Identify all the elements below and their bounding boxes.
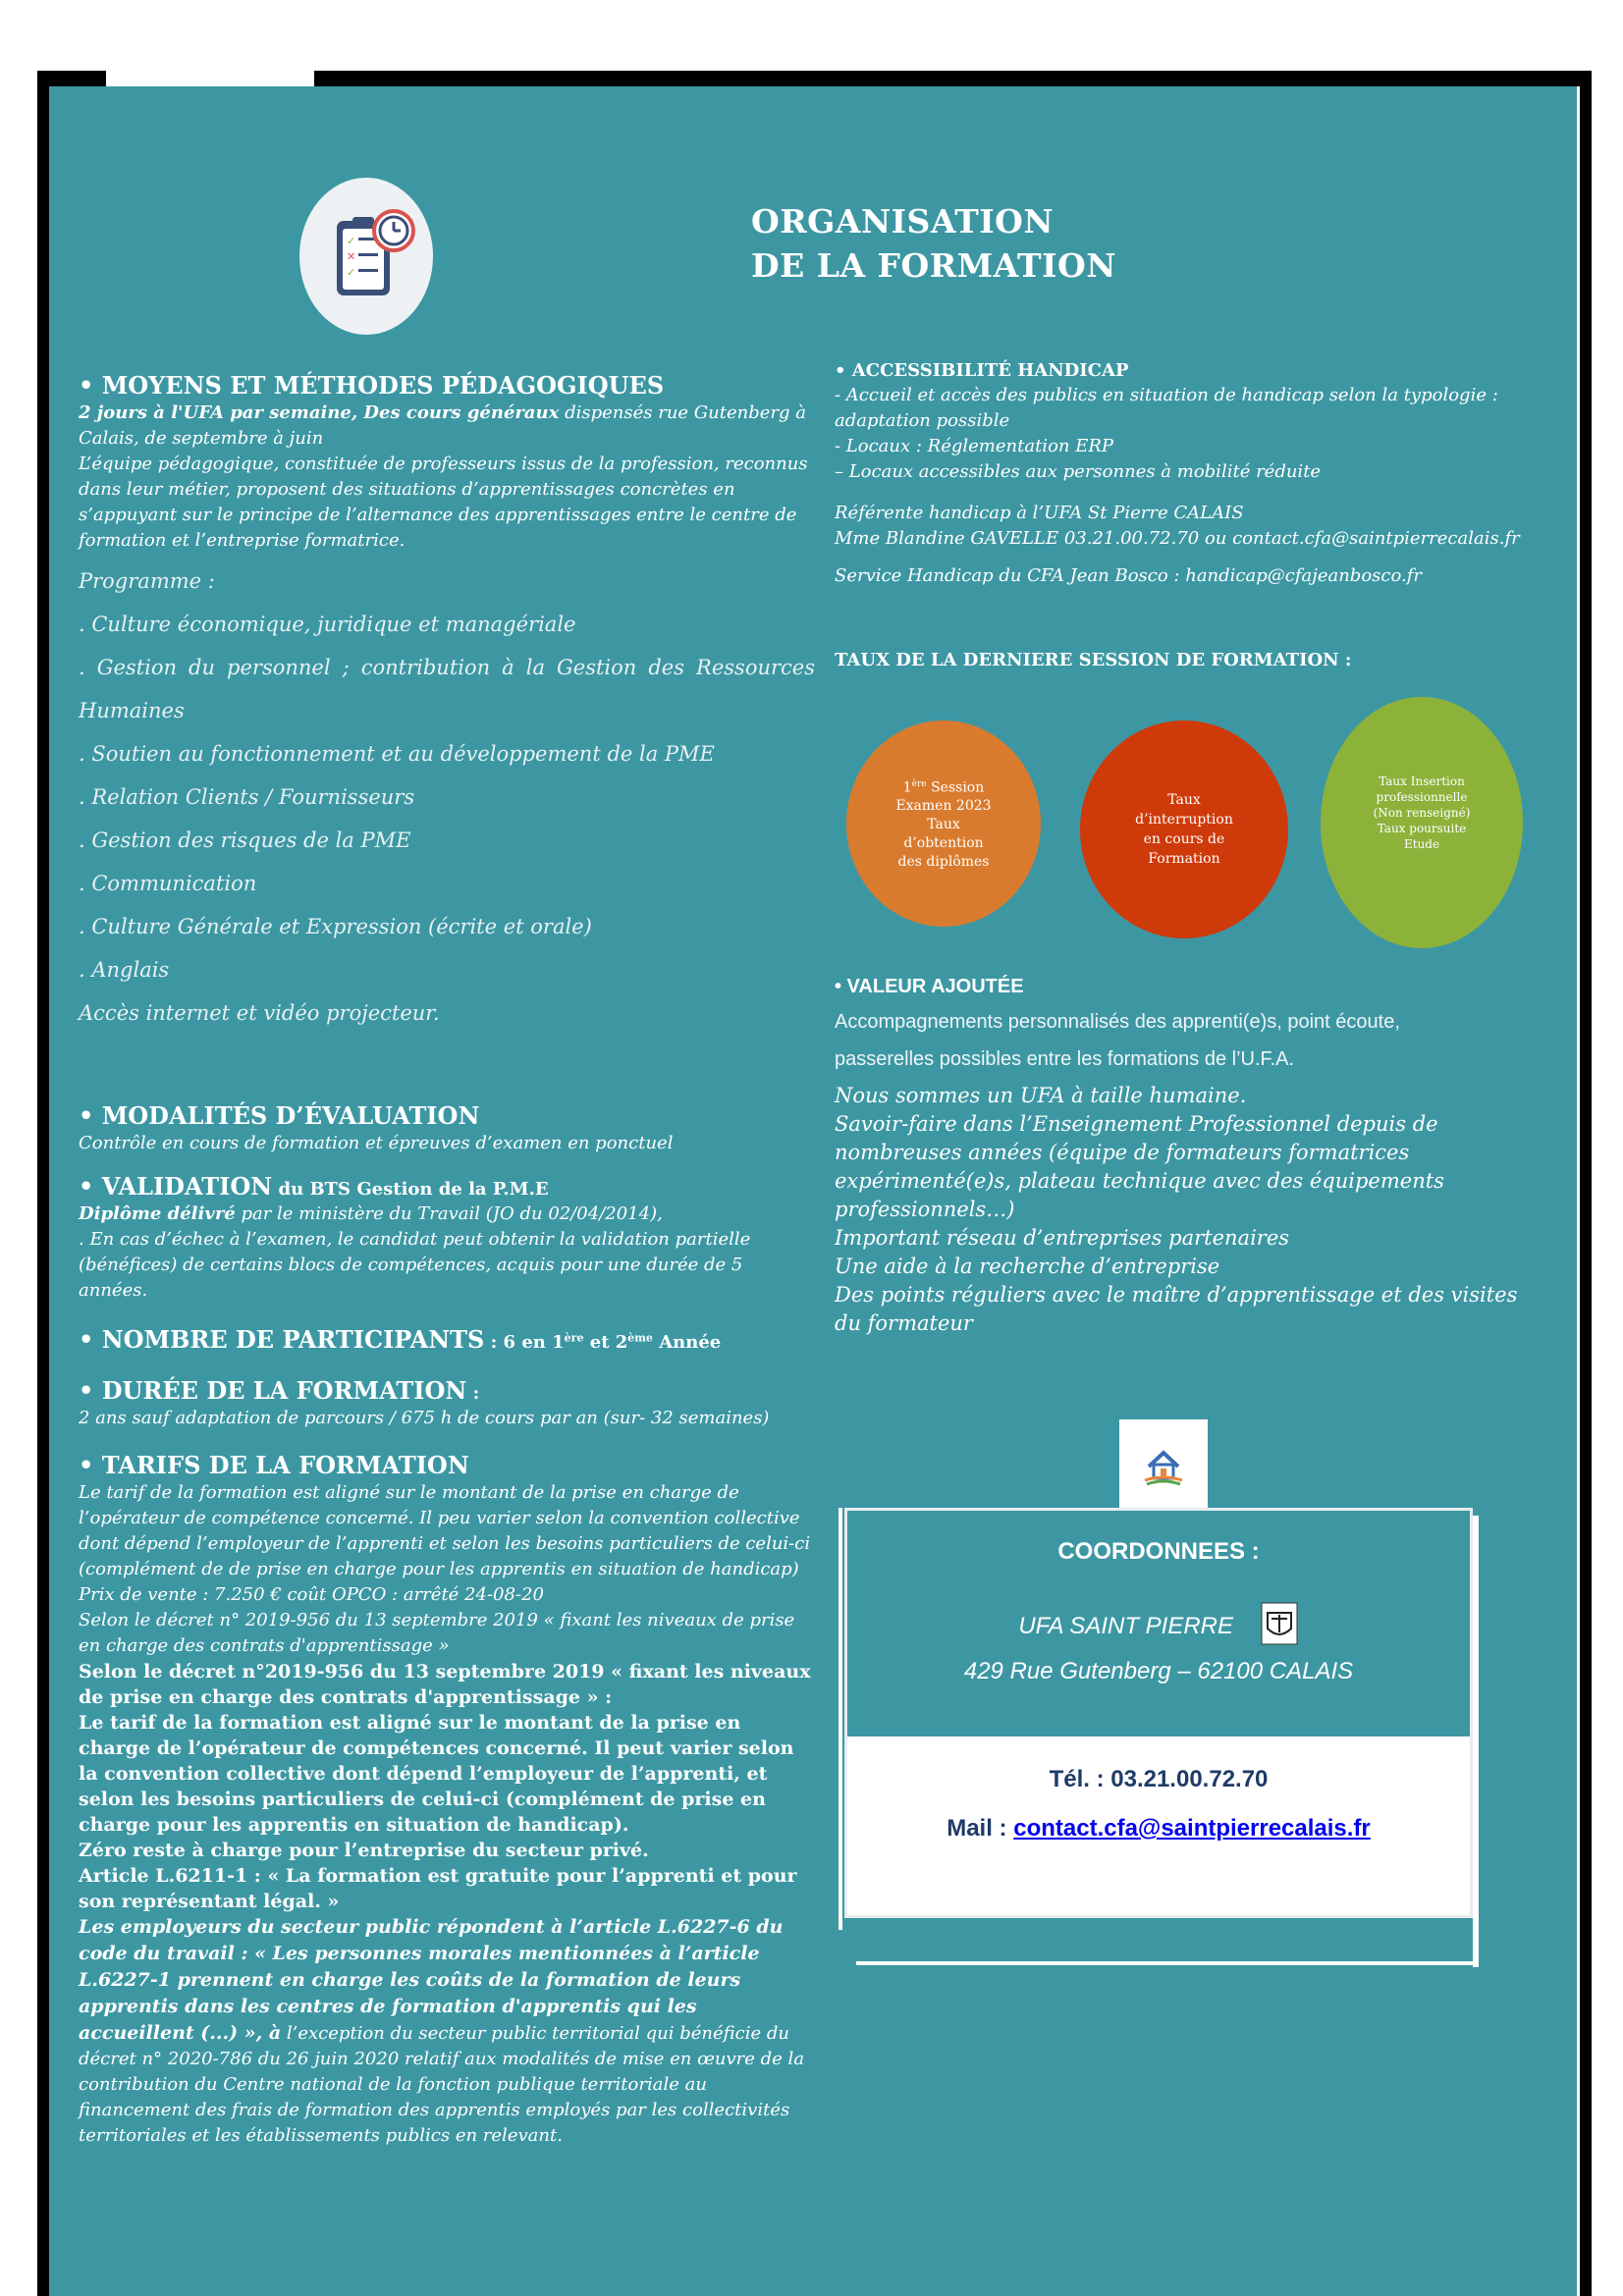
tarifs-p8 — [79, 1914, 815, 2149]
programme-item: . Culture Générale et Expression (écrite et orale) — [79, 915, 592, 938]
circle3-line3: (Non renseigné) — [1373, 806, 1471, 820]
frame-left-border — [37, 71, 49, 2296]
circle3-line5: Etude — [1403, 837, 1440, 851]
moyens-intro-bold: 2 jours à l'UFA par semaine, Des cours généraux — [79, 402, 560, 423]
duree-heading-text: • DURÉE DE LA FORMATION — [79, 1376, 467, 1405]
valeur-item: Nous sommes un UFA à taille humaine. — [835, 1084, 1247, 1107]
circle1-session: Session — [926, 779, 985, 796]
handicap-service-mail[interactable]: handicap@cfajeanbosco.fr — [1185, 565, 1422, 586]
tarifs-price: Prix de vente : 7.250 € coût OPCO : arrêté 24-08-20 — [79, 1584, 544, 1605]
moyens-heading: • MOYENS ET MÉTHODES PÉDAGOGIQUES — [79, 371, 665, 400]
circle3-line2: professionnelle — [1376, 790, 1468, 804]
programme-item: . Culture économique, juridique et managériale — [79, 613, 576, 636]
moyens-intro-rest: dispensés rue Gutenberg à Calais, de septembre à juin — [79, 402, 806, 449]
tarifs-p1: Le tarif de la formation est aligné sur le montant de la prise en charge de l’opérateur de compétence concerné. Il peu varier selon la convention collective dont dépend l’employeur de l’apprenti et selon les besoins particuliers de celui-ci (complément de de prise en charge pour les apprentis en situation de handicap) — [79, 1482, 811, 1579]
circle1-pre: 1 — [902, 779, 912, 796]
page-title-line1: ORGANISATION — [751, 202, 1055, 240]
card-edge-right — [1473, 1516, 1479, 1967]
tarifs-p8-rest: l’exception du secteur public territorial qui bénéficie du décret n° 2020-786 du 26 juin 2020 relatif aux modalités de mise en œuvre de la contribution du Centre national de la fonction publique territoriale au financement des frais de formation des apprentis employés par les collectivités territoriales et les établissements publics en relevant. — [79, 2023, 805, 2146]
coordonnees-address: 429 Rue Gutenberg – 62100 CALAIS — [963, 1658, 1354, 1684]
tarifs-p6: Zéro reste à charge pour l’entreprise du secteur privé. — [79, 1840, 649, 1861]
valeur-item: Savoir-faire dans l’Enseignement Professionnel depuis de nombreuses années (équipe de formateurs formatrices expérimenté(e)s, plateau technique avec des équipements professionnels…) — [835, 1112, 1444, 1221]
circle-interruption — [1080, 721, 1288, 938]
page-title-line2: DE LA FORMATION — [751, 246, 1116, 285]
circle1-line5: des diplômes — [897, 854, 990, 871]
moyens-intro — [79, 400, 815, 452]
programme-item: . Gestion du personnel ; contribution à la Gestion des Ressources — [79, 656, 815, 679]
handicap-service — [835, 563, 1542, 589]
handicap-heading: • ACCESSIBILITÉ HANDICAP — [835, 360, 1129, 381]
svg-text:✓: ✓ — [347, 266, 356, 279]
handicap-contact: Mme Blandine GAVELLE 03.21.00.72.70 ou contact.cfa@saintpierrecalais.fr — [835, 528, 1520, 549]
valeur-line2: passerelles possibles entre les formations de l’U.F.A. — [835, 1048, 1294, 1070]
circle1-line1 — [895, 775, 991, 798]
section-duree — [79, 1376, 815, 1431]
svg-text:✕: ✕ — [347, 250, 356, 263]
tarifs-p5: Le tarif de la formation est aligné sur le montant de la prise en charge de l’opérateur de compétences concerné. Il peut varier selon la convention collective dont dépend l’employeur de l’apprenti, et selon les besoins particuliers de celui-ci (complément de prise en charge pour les apprentis en situation de handicap). — [79, 1712, 794, 1836]
participants-sup2: ème — [627, 1331, 653, 1345]
svg-text:✓: ✓ — [347, 235, 356, 247]
mail-link[interactable]: contact.cfa@saintpierrecalais.fr — [1013, 1815, 1371, 1842]
validation-heading-main: • VALIDATION — [79, 1172, 273, 1201]
ufa-name: UFA SAINT PIERRE — [1018, 1612, 1234, 1639]
section-tarifs — [79, 1451, 815, 2149]
participants-heading: • NOMBRE DE PARTICIPANTS — [79, 1325, 485, 1354]
handicap-line1: - Accueil et accès des publics en situation de handicap selon la typologie : adaptation possible — [835, 385, 1498, 431]
coordonnees-name — [847, 1601, 1470, 1653]
handicap-line3: – Locaux accessibles aux personnes à mobilité réduite — [835, 461, 1322, 482]
card-edge-bottom — [856, 1961, 1479, 1965]
page-title — [751, 199, 1116, 288]
valeur-item: Des points réguliers avec le maître d’apprentissage et des visites du formateur — [835, 1283, 1518, 1335]
participants-and: et 2 — [583, 1332, 628, 1353]
validation-line2: . En cas d’échec à l’examen, le candidat peut obtenir la validation partielle (bénéfices) de certains blocs de compétences, acquis pour une durée de 5 années. — [79, 1229, 751, 1301]
validation-heading-sub: du BTS Gestion de la P.M.E — [272, 1179, 549, 1200]
left-column — [79, 371, 815, 2149]
circle2-line3: en cours de — [1143, 831, 1225, 847]
mail-label: Mail : — [947, 1815, 1014, 1842]
right-column — [835, 360, 1542, 673]
validation-heading — [79, 1172, 815, 1201]
programme-item: Humaines — [79, 699, 185, 722]
programme-item: Accès internet et vidéo projecteur. — [79, 1001, 440, 1025]
circle2-line4: Formation — [1148, 851, 1220, 867]
coordonnees-heading: COORDONNEES : — [1057, 1538, 1260, 1565]
school-crest-icon — [1260, 1601, 1299, 1653]
programme-item: . Relation Clients / Fournisseurs — [79, 785, 415, 809]
participants-sep: : — [484, 1332, 504, 1353]
participants-annee: Année — [652, 1332, 722, 1353]
validation-line1 — [79, 1201, 815, 1227]
coordonnees-top — [847, 1511, 1470, 1736]
tarifs-p3: Selon le décret n° 2019-956 du 13 septembre 2019 « fixant les niveaux de prise en charge des contrats d'apprentissage » — [79, 1610, 795, 1656]
valeur-list — [835, 1082, 1542, 1338]
tarifs-p4: Selon le décret n°2019-956 du 13 septembre 2019 « fixant les niveaux de prise en charge des contrats d'apprentissage » : — [79, 1661, 811, 1708]
clipboard-clock-icon — [299, 178, 433, 335]
programme-item: . Soutien au fonctionnement et au développement de la PME — [79, 742, 715, 766]
programme-item: . Communication — [79, 872, 257, 895]
circle1-line2: Examen 2023 — [895, 798, 992, 815]
participants-count: 6 en 1 — [503, 1332, 565, 1353]
circle2-line2: d’interruption — [1135, 812, 1233, 828]
validation-ministry: par le ministère du Travail (JO du 02/04/2014), — [235, 1203, 663, 1224]
circle2-line1: Taux — [1167, 792, 1201, 808]
valeur-item: Important réseau d’entreprises partenaires — [835, 1226, 1290, 1250]
coordonnees-box — [844, 1508, 1473, 1918]
programme-item: . Anglais — [79, 958, 170, 982]
card-edge-left — [839, 1508, 842, 1930]
valeur-heading: • VALEUR AJOUTÉE — [835, 976, 1024, 997]
house-logo-icon — [1119, 1419, 1208, 1508]
valeur-line1: Accompagnements personnalisés des apprenti(e)s, point écoute, — [835, 1011, 1400, 1033]
handicap-line2: - Locaux : Réglementation ERP — [835, 436, 1114, 456]
handicap-referent: Référente handicap à l’UFA St Pierre CALAIS — [835, 503, 1244, 523]
coordonnees-card — [844, 1508, 1485, 1969]
taux-heading: TAUX DE LA DERNIERE SESSION DE FORMATION : — [835, 650, 1352, 670]
tarifs-p7: Article L.6211-1 : « La formation est gratuite pour l’apprenti et pour son représentant légal. » — [79, 1865, 797, 1912]
section-participants — [79, 1325, 815, 1355]
duree-heading — [79, 1376, 815, 1406]
frame-right-border — [1580, 71, 1592, 2296]
moyens-text: L’équipe pédagogique, constituée de professeurs issus de la profession, reconnus dans leur métier, proposent des situations d’apprentissages concrètes en s’appuyant sur le principe de l’alternance des apprentissages entre le centre de formation et l’entreprise formatrice. — [79, 454, 808, 551]
frame-top-notch — [106, 71, 314, 86]
valeur-item: Une aide à la recherche d’entreprise — [835, 1255, 1220, 1278]
validation-diploma: Diplôme délivré — [79, 1203, 236, 1224]
brochure-panel — [49, 86, 1577, 2296]
circle1-line4: d’obtention — [903, 835, 984, 852]
coordonnees-tel: Tél. : 03.21.00.72.70 — [1049, 1766, 1269, 1792]
modalites-text: Contrôle en cours de formation et épreuves d’examen en ponctuel — [79, 1133, 674, 1153]
circle-insertion — [1321, 697, 1523, 948]
modalites-heading: • MODALITÉS D’ÉVALUATION — [79, 1101, 480, 1130]
programme-label: Programme : — [79, 569, 215, 593]
circle1-line3: Taux — [927, 817, 960, 833]
circle1-sup: ère — [911, 778, 927, 789]
duree-colon: : — [466, 1383, 480, 1404]
section-moyens — [79, 371, 815, 1035]
circle3-line4: Taux poursuite — [1377, 822, 1467, 835]
participants-sup1: ère — [564, 1331, 584, 1345]
duree-text: 2 ans sauf adaptation de parcours / 675 h de cours par an (sur- 32 semaines) — [79, 1408, 770, 1428]
circle3-line1: Taux Insertion — [1379, 774, 1465, 788]
coordonnees-mail — [847, 1815, 1470, 1842]
circle-obtention — [846, 721, 1041, 927]
section-modalites — [79, 1101, 815, 1156]
section-validation — [79, 1172, 815, 1304]
tarifs-heading: • TARIFS DE LA FORMATION — [79, 1451, 469, 1479]
handicap-service-label: Service Handicap du CFA Jean Bosco : — [835, 565, 1186, 586]
tarifs-p8-bold: Les employeurs du secteur public répondent à l’article L.6227-6 du code du travail : « Les personnes morales mentionnées à l’article L.6227-1 prennent en charge les coûts de la formation de leurs apprentis dans les centres de formation d'apprentis qui les accueillent (...) », à — [79, 1916, 784, 2044]
section-valeur — [835, 974, 1542, 1338]
programme-item: . Gestion des risques de la PME — [79, 828, 411, 852]
